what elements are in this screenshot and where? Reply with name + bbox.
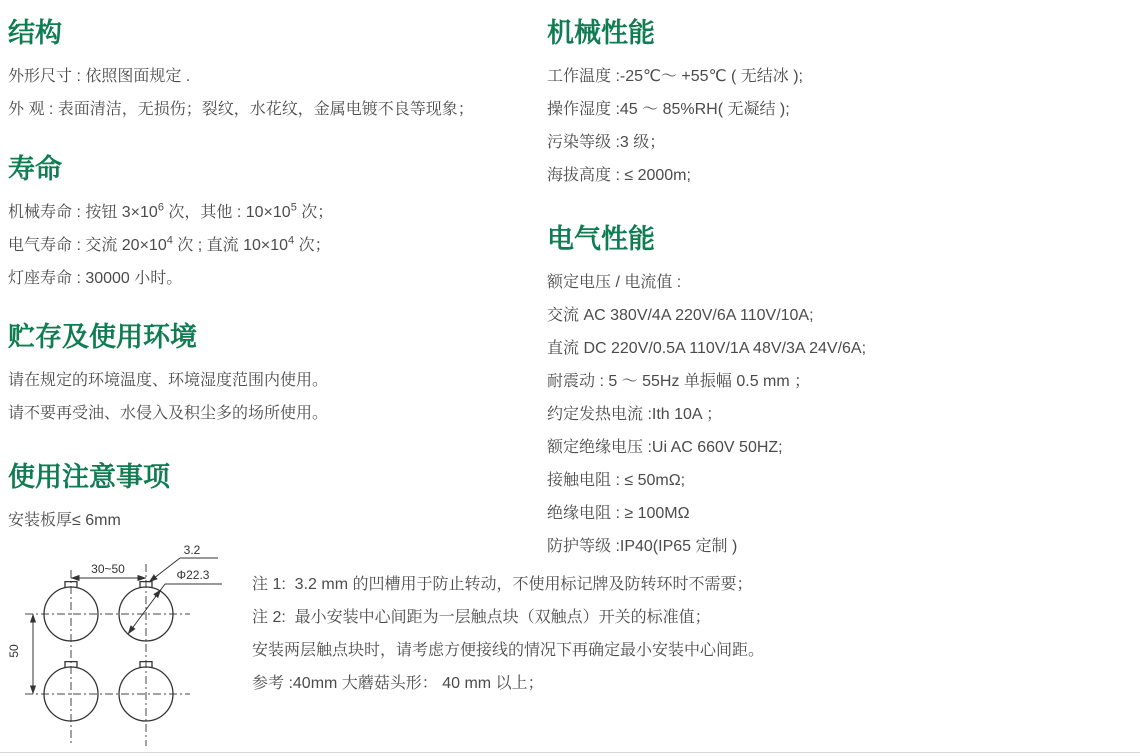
text-part: 次； xyxy=(296,204,334,221)
section-title-electrical-performance: 电气性能 xyxy=(547,224,655,254)
elec-line-insulation-voltage: 额定绝缘电压 :Ui AC 660V 50HZ; xyxy=(547,439,783,456)
dim-label-vertical-distance: 50 xyxy=(7,644,21,658)
elec-line-contact-resistance: 接触电阻 : ≤ 50mΩ; xyxy=(547,472,686,489)
text-part: 次 ; 直流 10×10 xyxy=(172,237,289,254)
note-2-continuation: 安装两层触点块时，请考虑方便接线的情况下再确定最小安装中心间距。 xyxy=(252,642,765,659)
structure-line-appearance: 外 观 : 表面清洁，无损伤；裂纹，水花纹，金属电镀不良等现象； xyxy=(8,101,474,118)
section-structure xyxy=(8,16,548,132)
elec-line-protection-rating: 防护等级 :IP40(IP65 定制 ) xyxy=(547,538,738,555)
lifespan-lamp-line: 灯座寿命 : 30000 小时。 xyxy=(8,270,183,287)
lifespan-mechanical-line xyxy=(8,202,548,223)
section-electrical-performance xyxy=(547,222,1137,569)
elec-line-dc-ratings: 直流 DC 220V/0.5A 110V/1A 48V/3A 24V/6A; xyxy=(547,340,867,357)
mech-line-altitude: 海拔高度 : ≤ 2000m; xyxy=(547,167,691,184)
elec-line-rated-voltage-current: 额定电压 / 电流值 : xyxy=(547,274,682,291)
centerlines xyxy=(25,564,190,746)
text-part: 电气寿命 : 交流 20×10 xyxy=(8,237,167,254)
dim-label-center-distance: 30~50 xyxy=(91,562,125,576)
note-2: 注 2: 最小安装中心间距为一层触点块（双触点）开关的标准值； xyxy=(252,609,711,626)
storage-line-temperature-humidity: 请在规定的环境温度、环境湿度范围内使用。 xyxy=(8,372,329,389)
superscript: 4 xyxy=(166,234,173,247)
mech-line-pollution-degree: 污染等级 :3 级； xyxy=(547,134,666,151)
section-storage-environment xyxy=(8,320,548,436)
elec-line-ac-ratings: 交流 AC 380V/4A 220V/6A 110V/10A; xyxy=(547,307,814,324)
text-part: 机械寿命 : 按钮 3×10 xyxy=(8,204,158,221)
dim-label-hole-diameter: Φ22.3 xyxy=(176,568,210,582)
superscript: 5 xyxy=(290,201,297,214)
note-reference: 参考 :40mm 大蘑菇头形： 40 mm 以上； xyxy=(252,675,544,692)
text-part: 次，其他 : 10×10 xyxy=(163,204,291,221)
section-lifespan xyxy=(8,152,548,301)
mounting-hole-drawing xyxy=(0,530,260,756)
notes-block xyxy=(252,574,872,706)
mech-line-operating-temperature: 工作温度 :-25℃～ +55℃ ( 无结冰 ); xyxy=(547,68,803,85)
structure-line-dimensions: 外形尺寸 : 依照图面规定 . xyxy=(8,68,191,85)
section-title-structure: 结构 xyxy=(8,18,62,48)
storage-line-oil-water-dust: 请不要再受油、水侵入及积尘多的场所使用。 xyxy=(8,405,329,422)
mounting-hole-diagram xyxy=(0,530,260,756)
section-title-storage: 贮存及使用环境 xyxy=(8,322,197,352)
bottom-divider xyxy=(0,752,1140,753)
note-1: 注 1: 3.2 mm 的凹槽用于防止转动，不使用标记牌及防转环时不需要； xyxy=(252,576,753,593)
superscript: 6 xyxy=(157,201,164,214)
section-mechanical-performance xyxy=(547,16,1137,198)
mech-line-operating-humidity: 操作湿度 :45 ～ 85%RH( 无凝结 ); xyxy=(547,101,790,118)
text-part: 次； xyxy=(294,237,331,254)
lifespan-electrical-line xyxy=(8,235,548,256)
notice-line-panel-thickness: 安装板厚≤ 6mm xyxy=(8,512,121,529)
leader-diameter xyxy=(128,584,222,634)
hole-circles xyxy=(44,582,173,721)
section-title-mechanical-performance: 机械性能 xyxy=(547,18,655,48)
superscript: 4 xyxy=(288,234,295,247)
elec-line-vibration: 耐震动 : 5 ～ 55Hz 单振幅 0.5 mm ； xyxy=(547,373,811,390)
dim-label-notch-width: 3.2 xyxy=(183,543,201,557)
elec-line-thermal-current: 约定发热电流 :Ith 10A ； xyxy=(547,406,723,423)
section-title-notice: 使用注意事项 xyxy=(8,462,170,492)
elec-line-insulation-resistance: 绝缘电阻 : ≥ 100MΩ xyxy=(547,505,690,522)
section-title-lifespan: 寿命 xyxy=(8,154,62,184)
